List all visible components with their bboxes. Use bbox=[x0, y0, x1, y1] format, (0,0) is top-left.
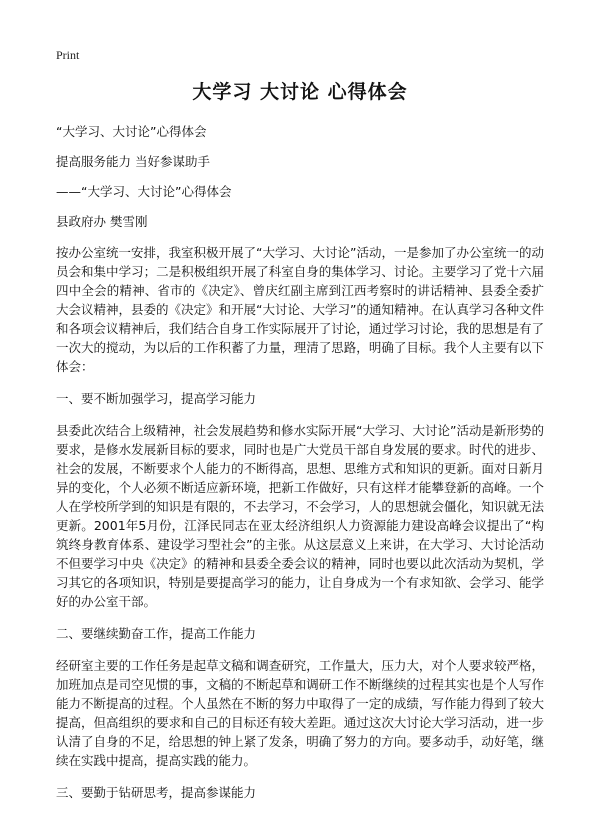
author-line: 县政府办 樊雪刚 bbox=[56, 214, 148, 229]
document-title: 大学习 大讨论 心得体会 bbox=[192, 81, 408, 103]
print-link[interactable]: Print bbox=[56, 48, 80, 62]
subtitle-line: 提高服务能力 当好参谋助手 bbox=[56, 154, 210, 169]
section-heading: 三、要勤于钻研思考，提高参谋能力 bbox=[56, 785, 257, 800]
intro-paragraph: 按办公室统一安排，我室积极开展了“大学习、大讨论”活动，一是参加了办公室统一的动员会和集中学习；二是积极组织开展了科室自身的集体学习、讨论。主要学习了党十六届四中全会的精神、省市的《决定》、曾庆红副主席到江西考察时的讲话精神、县委全委扩大会议精神，县委的《决定》和开展“大讨论、大学习”的通知精神。在认真学习各种文件和各项会议精神后，我们结合自身工作实际展开了讨论，通过学习讨论，我的思想是有了一次大的搅动，为以后的工作积蓄了力量，理清了思路，明确了目标。我个人主要有以下体会： bbox=[56, 245, 544, 374]
section-heading: 二、要继续勤奋工作，提高工作能力 bbox=[56, 626, 257, 641]
subtitle-line: ——“大学习、大讨论”心得体会 bbox=[56, 184, 232, 199]
subtitle-line: “大学习、大讨论”心得体会 bbox=[56, 124, 207, 139]
section-paragraph: 县委此次结合上级精神，社会发展趋势和修水实际开展“大学习、大讨论”活动是新形势的要求，是修水发展新目标的要求，同时也是广大党员干部自身发展的要求。时代的进步、社会的发展，不断要求个人能力的不断得高，思想、思维方式和知识的更新。面对日新月异的变化，个人必须不断适应新环境，把新工作做好，只有这样才能攀登新的高峰。一个人在学校所学到的知识是有限的，不去学习，不会学习，人的思想就会僵化，知识就无法更新。2001年5月份，江泽民同志在亚太经济组织人力资源能力建设高峰会议提出了“构筑终身教育体系、建设学习型社会”的主张。从这层意义上来讲，在大学习、大讨论活动不但要学习中央《决定》的精神和县委全委会议的精神，同时也要以此次活动为契机，学习其它的各项知识，特别是要提高学习的能力，让自身成为一个有求知欲、会学习、能学好的办公室干部。 bbox=[56, 423, 544, 609]
section-paragraph: 经研室主要的工作任务是起草文稿和调查研究，工作量大，压力大，对个人要求较严格，加班加点是司空见惯的事，文稿的不断起草和调研工作不断继续的过程其实也是个人写作能力不断提高的过程。个人虽然在不断的努力中取得了一定的成绩，写作能力得到了较大提高，但高组织的要求和自己的目标还有较大差距。通过这次大讨论大学习活动，进一步认清了自身的不足，给思想的钟上紧了发条，明确了努力的方向。要多动手，动好笔，继续在实践中提高，提高实践的能力。 bbox=[56, 658, 544, 768]
section-heading: 一、要不断加强学习，提高学习能力 bbox=[56, 391, 257, 406]
